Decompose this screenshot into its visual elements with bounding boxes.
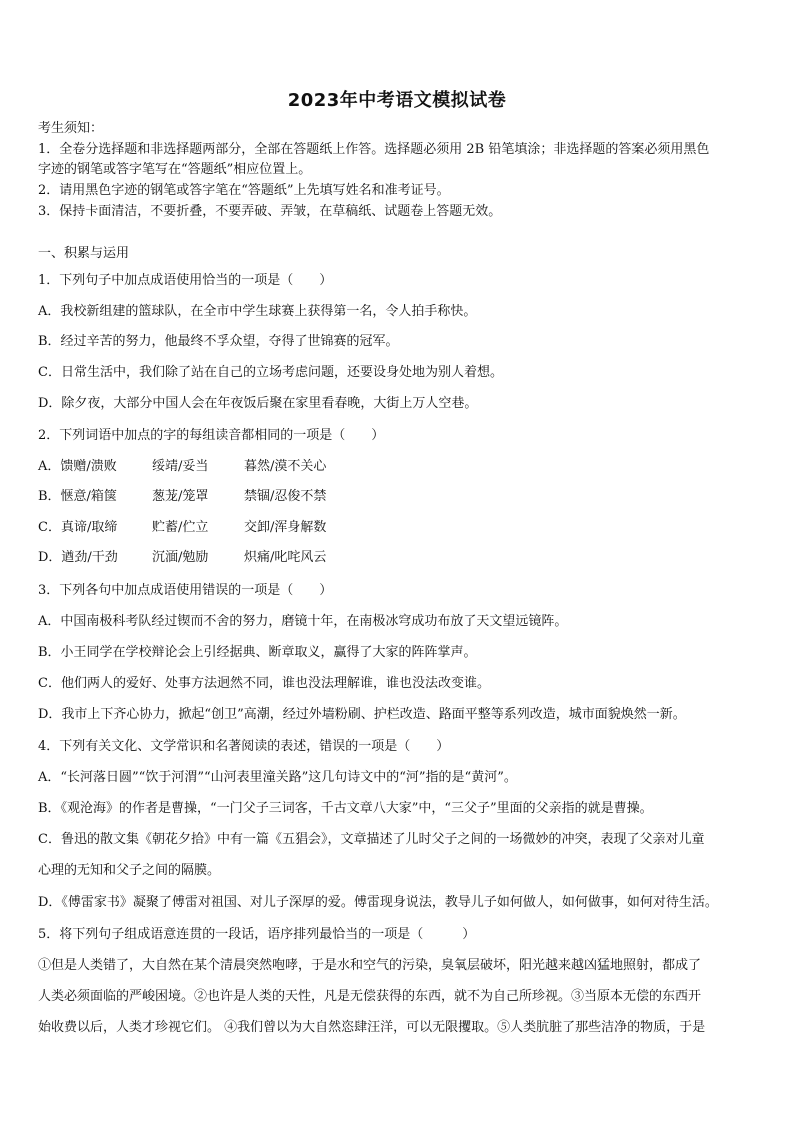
q4-option-d: D．《傅雷家书》凝聚了傅雷对祖国、对儿子深厚的爱。傅雷现身说法，教导儿子如何做人，如何做事，如何对待生活。 — [38, 895, 718, 910]
q4-option-a: A．“长河落日圆”“饮于河渭”“山河表里潼关路”这几句诗文中的“河”指的是“黄河”。 — [38, 770, 517, 785]
q1-option-a: A．我校新组建的篮球队，在全市中学生球赛上获得第一名，令人拍手称快。 — [38, 304, 477, 319]
page-title: 2023年中考语文模拟试卷 — [287, 90, 507, 111]
q2-a-col-1: A．馈赠/溃败 — [38, 459, 117, 474]
q3-option-b: B．小王同学在学校辩论会上引经据典、断章取义，赢得了大家的阵阵掌声。 — [38, 645, 477, 660]
q2-d-col-2: 沉湎/勉励 — [152, 550, 209, 565]
q4-option-b: B．《观沧海》的作者是曹操，“一门父子三词客，千古文章八大家”中，“三父子”里面的父亲指的就是曹操。 — [38, 801, 653, 816]
q2-b-col-3: 禁锢/忍俊不禁 — [244, 489, 327, 504]
notice-item-3: 3．保持卡面清洁，不要折叠，不要弄破、弄皱，在草稿纸、试题卷上答题无效。 — [38, 204, 502, 219]
q5-text-line-3: 始收费以后，人类才珍视它们。 ④我们曾以为大自然恣肆汪洋，可以无限攫取。⑤人类肮脏了那些洁净的物质，于是 — [38, 1020, 706, 1035]
q2-b-col-1: B．惬意/箱箧 — [38, 489, 117, 504]
q2-a-col-3: 暮然/漠不关心 — [244, 459, 327, 474]
q5-text-line-2: 人类必须面临的严峻困境。②也许是人类的天性，凡是无偿获得的东西，就不为自己所珍视。③当原本无偿的东西开 — [38, 989, 702, 1004]
q1-option-d: D．除夕夜，大部分中国人会在年夜饭后聚在家里看春晚，大街上万人空巷。 — [38, 396, 478, 411]
q2-b-col-2: 葱茏/笼罩 — [152, 489, 209, 504]
q2-c-col-3: 交卸/浑身解数 — [244, 520, 327, 535]
q2-a-col-2: 绥靖/妥当 — [152, 459, 209, 474]
q4-stem: 4．下列有关文化、文学常识和名著阅读的表述，错误的一项是（ ） — [38, 739, 450, 754]
q2-c-col-1: C．真谛/取缔 — [38, 520, 118, 535]
q5-text-line-1: ①但是人类错了，大自然在某个清晨突然咆哮，于是水和空气的污染，臭氧层破坏，阳光越来越凶猛地照射，都成了 — [38, 958, 702, 973]
q5-stem: 5．将下列句子组成语意连贯的一段话，语序排列最恰当的一项是（ ） — [38, 927, 476, 942]
q2-d-col-1: D．遒劲/干劲 — [38, 550, 118, 565]
notice-item-1-line-1: 1．全卷分选择题和非选择题两部分，全部在答题纸上作答。选择题必须用 2B 铅笔填涂；非选择题的答案必须用黑色 — [38, 142, 710, 157]
q4-option-c-line-1: C．鲁迅的散文集《朝花夕拾》中有一篇《五猖会》，文章描述了儿时父子之间的一场微妙的冲突，表现了父亲对儿童 — [38, 832, 705, 847]
q1-option-c: C．日常生活中，我们除了站在自己的立场考虑问题，还要设身处地为别人着想。 — [38, 365, 503, 380]
q2-c-col-2: 贮蓄/伫立 — [152, 520, 209, 535]
q2-d-col-3: 炽痛/叱咤风云 — [244, 550, 327, 565]
section-heading: 一、积累与运用 — [38, 246, 130, 261]
q4-option-c-line-2: 心理的无知和父子之间的隔膜。 — [38, 863, 221, 878]
q1-stem: 1．下列句子中加点成语使用恰当的一项是（ ） — [38, 273, 333, 288]
q1-option-b: B．经过辛苦的努力，他最终不孚众望，夺得了世锦赛的冠军。 — [38, 334, 399, 349]
q3-option-c: C．他们两人的爱好、处事方法迥然不同，谁也没法理解谁，谁也没法改变谁。 — [38, 676, 490, 691]
notice-item-2: 2．请用黑色字迹的钢笔或答字笔在“答题纸”上先填写姓名和准考证号。 — [38, 183, 450, 198]
q3-stem: 3．下列各句中加点成语使用错误的一项是（ ） — [38, 583, 333, 598]
q3-option-d: D．我市上下齐心协力，掀起“创卫”高潮，经过外墙粉刷、护栏改造、路面平整等系列改造，城市面貌焕然一新。 — [38, 707, 686, 722]
q3-option-a: A．中国南极科考队经过锲而不舍的努力，磨镜十年，在南极冰穹成功布放了天文望远镜阵。 — [38, 614, 568, 629]
q2-stem: 2．下列词语中加点的字的每组读音都相同的一项是（ ） — [38, 428, 385, 443]
notice-item-1-line-2: 字迹的钢笔或答字笔写在“答题纸”相应位置上。 — [38, 162, 312, 177]
notice-heading: 考生须知： — [38, 121, 104, 136]
